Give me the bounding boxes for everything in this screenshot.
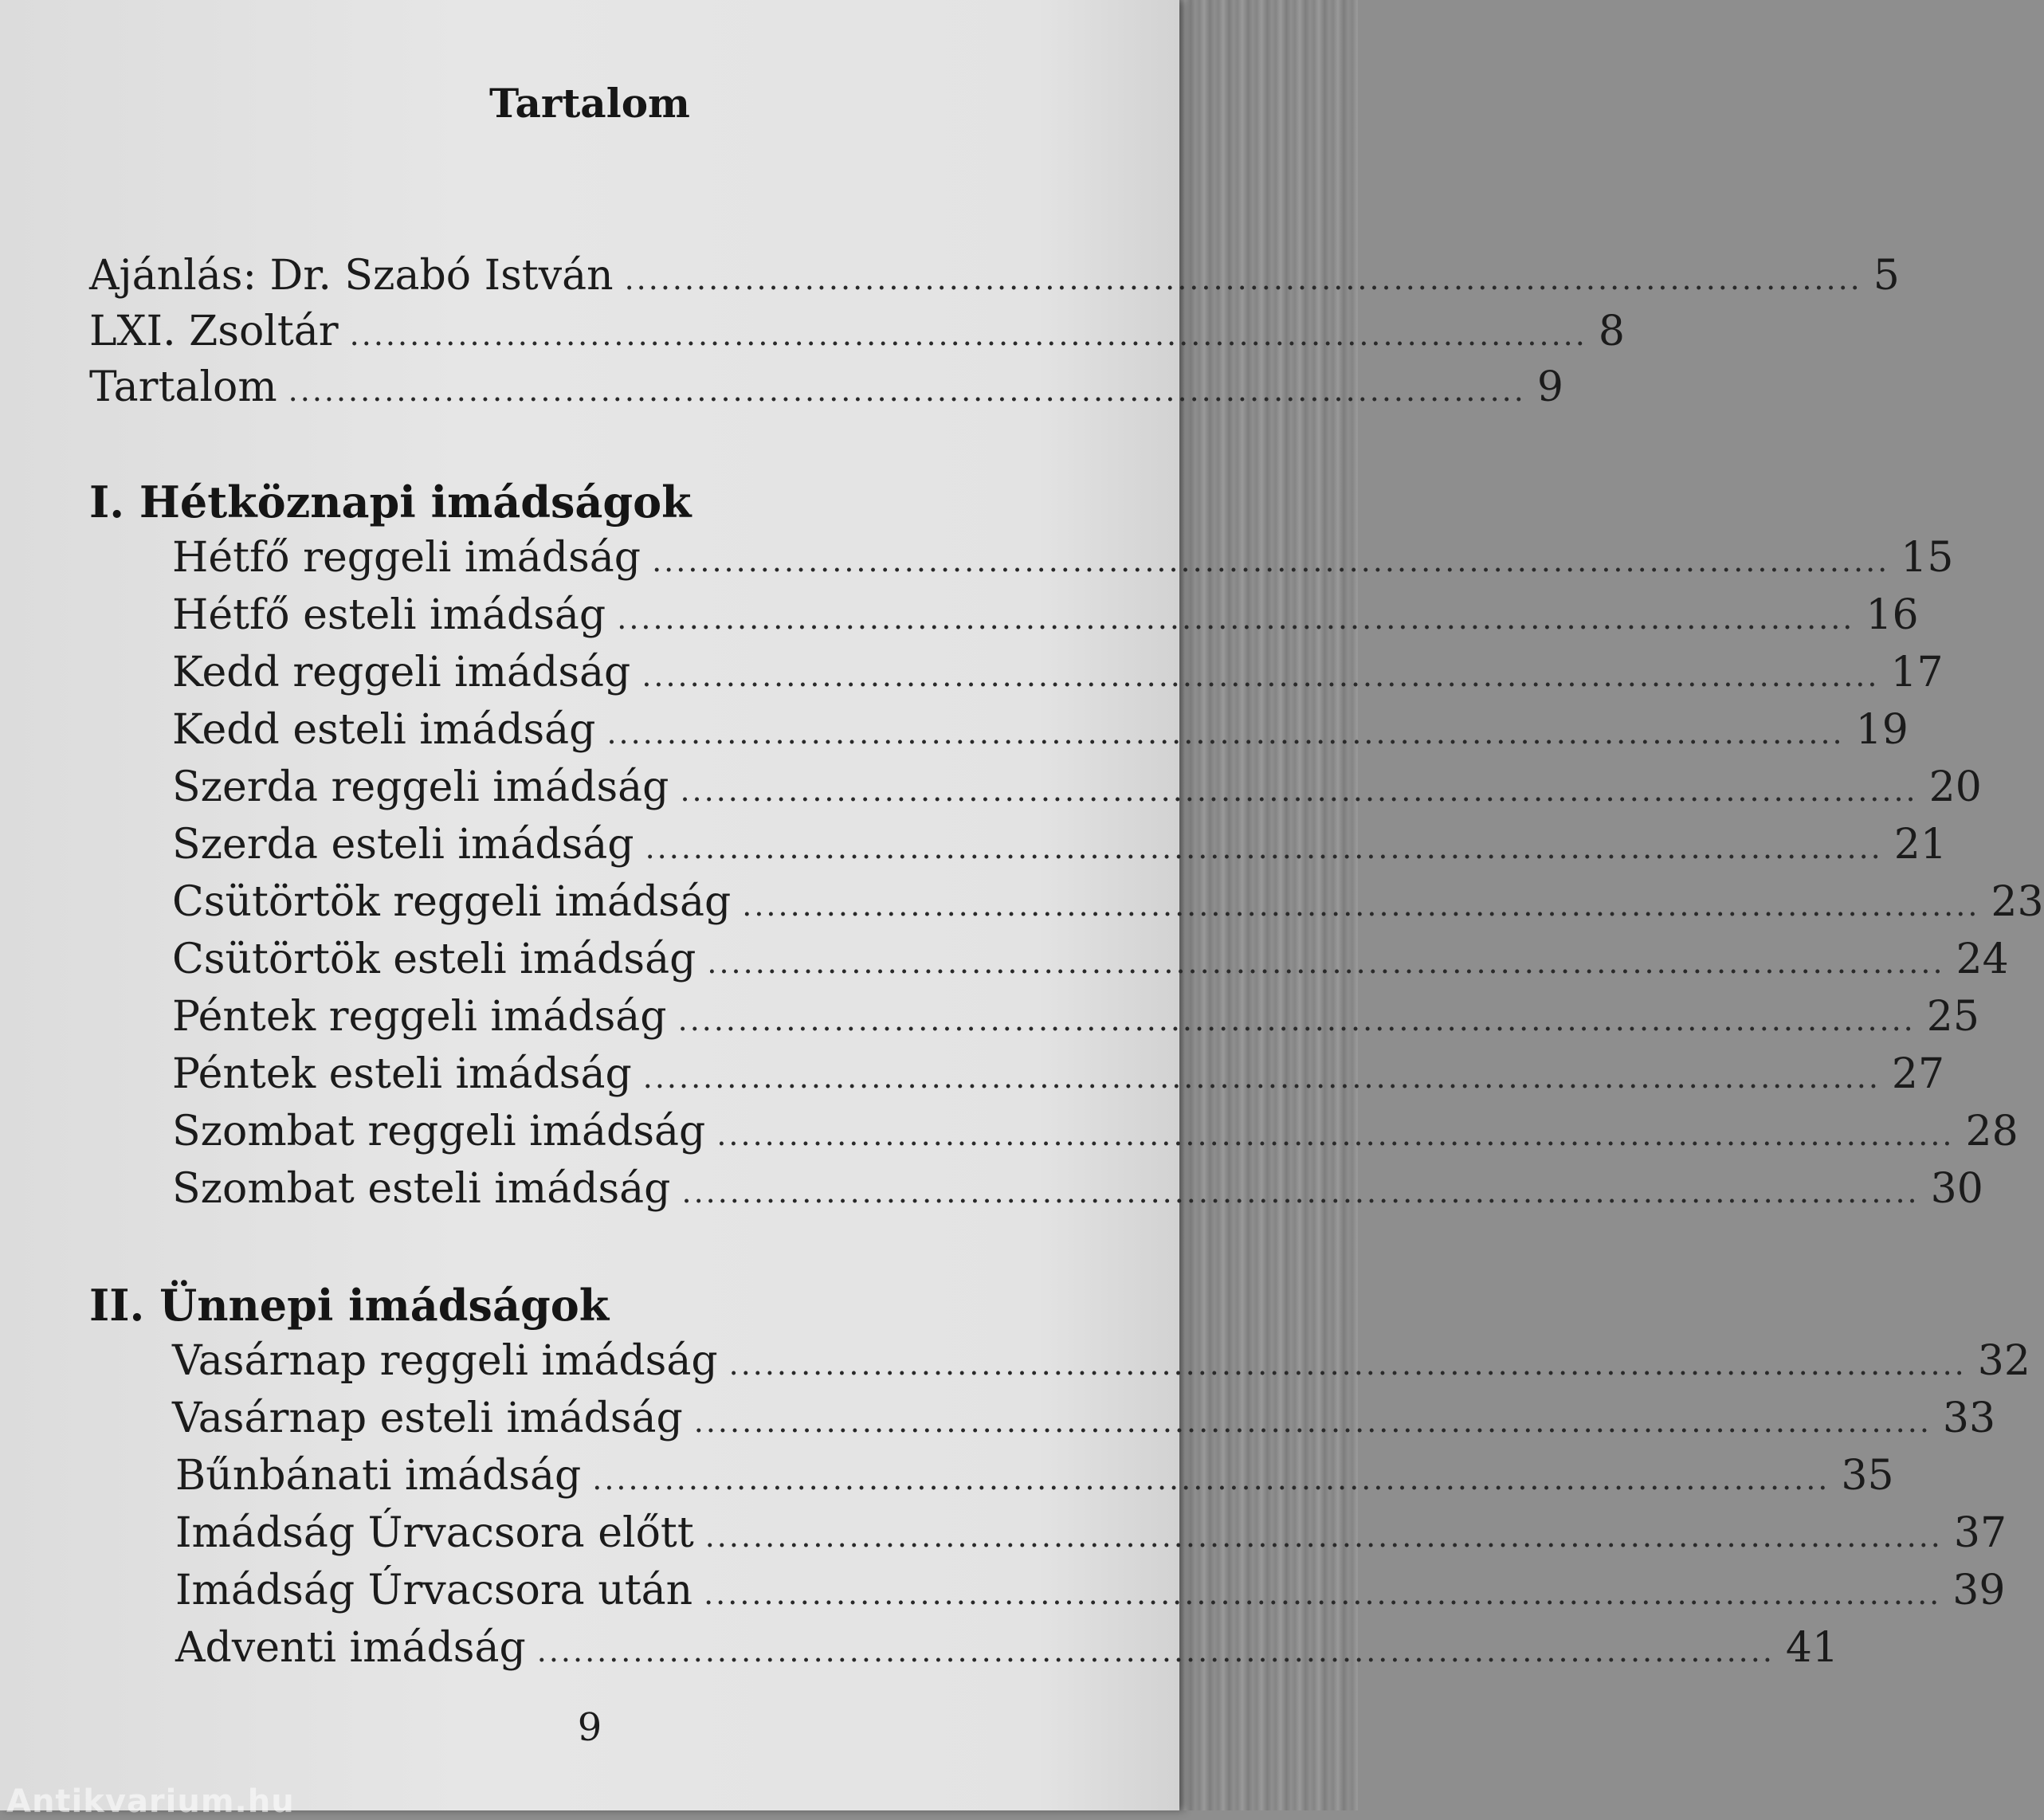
- toc-entry: [172, 763, 1982, 814]
- dot-leader: .......................................................................................................: [707, 945, 1945, 980]
- toc-entry-label: Adventi imádság: [175, 1624, 526, 1672]
- toc-entry: [172, 1108, 2018, 1159]
- toc-entry-psalm: [89, 308, 1625, 359]
- toc-entry-label: Hétfő reggeli imádság: [172, 534, 641, 582]
- toc-entry-label: Hétfő esteli imádság: [172, 591, 606, 639]
- dot-leader: .......................................................................................................: [606, 716, 1845, 751]
- toc-entry-page: 21: [1893, 821, 1947, 869]
- toc-entry-page: 35: [1841, 1452, 1894, 1500]
- page-title: Tartalom: [489, 80, 690, 127]
- toc-entry: [175, 1567, 2006, 1618]
- section-heading-holiday: II. Ünnepi imádságok: [89, 1280, 610, 1331]
- toc-entry-label: Szombat reggeli imádság: [172, 1108, 706, 1155]
- dot-leader: .......................................................................................................: [349, 317, 1587, 352]
- toc-entry: [172, 1165, 1983, 1216]
- toc-entry-label: Péntek reggeli imádság: [172, 993, 667, 1041]
- toc-entry-label: Csütörtök esteli imádság: [172, 935, 696, 983]
- section-heading-weekday: I. Hétköznapi imádságok: [89, 477, 692, 528]
- toc-entry-label: Szombat esteli imádság: [172, 1165, 671, 1213]
- toc-entry-label: Péntek esteli imádság: [172, 1050, 632, 1098]
- toc-entry-page: 30: [1930, 1165, 1983, 1213]
- toc-entry-label: Imádság Úrvacsora előtt: [175, 1509, 694, 1557]
- toc-entry-page: 20: [1928, 763, 1982, 811]
- toc-entry-label: Szerda esteli imádság: [172, 821, 634, 869]
- dot-leader: .......................................................................................................: [592, 1461, 1830, 1496]
- dot-leader: .......................................................................................................: [677, 1002, 1916, 1037]
- toc-entry: [172, 1337, 2030, 1388]
- dot-leader: .......................................................................................................: [728, 1347, 1967, 1382]
- toc-entry-page: 33: [1942, 1394, 1996, 1442]
- toc-entry-page: 37: [1953, 1509, 2007, 1557]
- toc-entry-label: Szerda reggeli imádság: [172, 763, 669, 811]
- dot-leader: .......................................................................................................: [704, 1576, 1942, 1611]
- toc-entry-page: 9: [1536, 363, 1563, 411]
- toc-entry: [172, 878, 2044, 929]
- dot-leader: .......................................................................................................: [704, 1519, 1943, 1554]
- dot-leader: .......................................................................................................: [624, 261, 1862, 296]
- toc-entry-page: 28: [1965, 1108, 2018, 1155]
- toc-entry-label: LXI. Zsoltár: [89, 308, 339, 355]
- toc-entry: [172, 706, 1909, 757]
- toc-entry-page: 39: [1952, 1567, 2006, 1614]
- dot-leader: .......................................................................................................: [617, 601, 1855, 636]
- watermark: Antikvarium.hu: [6, 1783, 295, 1820]
- toc-entry-label: Bűnbánati imádság: [175, 1452, 582, 1500]
- toc-entry: [172, 534, 1954, 585]
- dot-leader: .......................................................................................................: [742, 888, 1980, 923]
- toc-entry-page: 19: [1855, 706, 1909, 754]
- toc-entry-page: 24: [1956, 935, 2009, 983]
- toc-entry-page: 23: [1991, 878, 2044, 926]
- dot-leader: .......................................................................................................: [642, 1060, 1881, 1095]
- toc-entry: [172, 649, 1944, 700]
- toc-entry: [175, 1624, 1839, 1675]
- dot-leader: .......................................................................................................: [641, 658, 1880, 693]
- toc-entry-page: 32: [1977, 1337, 2030, 1385]
- toc-entry-label: Vasárnap reggeli imádság: [172, 1337, 718, 1385]
- toc-entry-page: 5: [1873, 252, 1900, 300]
- dot-leader: .......................................................................................................: [681, 1175, 1920, 1210]
- toc-entry-label: Kedd esteli imádság: [172, 706, 596, 754]
- toc-entry-label: Csütörtök reggeli imádság: [172, 878, 732, 926]
- dot-leader: .......................................................................................................: [536, 1634, 1775, 1669]
- toc-entry-label: Ajánlás: Dr. Szabó István: [89, 252, 614, 300]
- toc-entry: [172, 993, 1979, 1044]
- dot-leader: .......................................................................................................: [680, 773, 1918, 808]
- toc-entry-page: 17: [1890, 649, 1944, 696]
- toc-entry: [175, 1452, 1894, 1503]
- dot-leader: .......................................................................................................: [652, 543, 1890, 579]
- dot-leader: .......................................................................................................: [645, 830, 1883, 865]
- dot-leader: .......................................................................................................: [716, 1117, 1955, 1152]
- toc-entry: [172, 935, 2009, 986]
- toc-entry-page: 41: [1785, 1624, 1839, 1672]
- toc-entry-page: 27: [1891, 1050, 1945, 1098]
- toc-entry: [175, 1509, 2007, 1560]
- toc-entry: [172, 821, 1947, 872]
- toc-entry-label: Tartalom: [89, 363, 277, 411]
- toc-entry-label: Imádság Úrvacsora után: [175, 1567, 693, 1614]
- toc-entry-label: Vasárnap esteli imádság: [172, 1394, 683, 1442]
- toc-entry: [172, 1050, 1945, 1101]
- toc-entry-contents: [89, 363, 1563, 414]
- dot-leader: .......................................................................................................: [288, 373, 1526, 408]
- toc-entry-page: 16: [1865, 591, 1919, 639]
- dot-leader: .......................................................................................................: [693, 1404, 1932, 1439]
- toc-entry-label: Kedd reggeli imádság: [172, 649, 631, 696]
- page-number: 9: [577, 1705, 602, 1750]
- toc-entry-page: 15: [1901, 534, 1954, 582]
- toc-entry-page: 8: [1598, 308, 1625, 355]
- toc-entry-page: 25: [1926, 993, 1979, 1041]
- toc-entry-recommendation: [89, 252, 1900, 303]
- toc-entry: [172, 591, 1919, 642]
- toc-entry: [172, 1394, 1996, 1445]
